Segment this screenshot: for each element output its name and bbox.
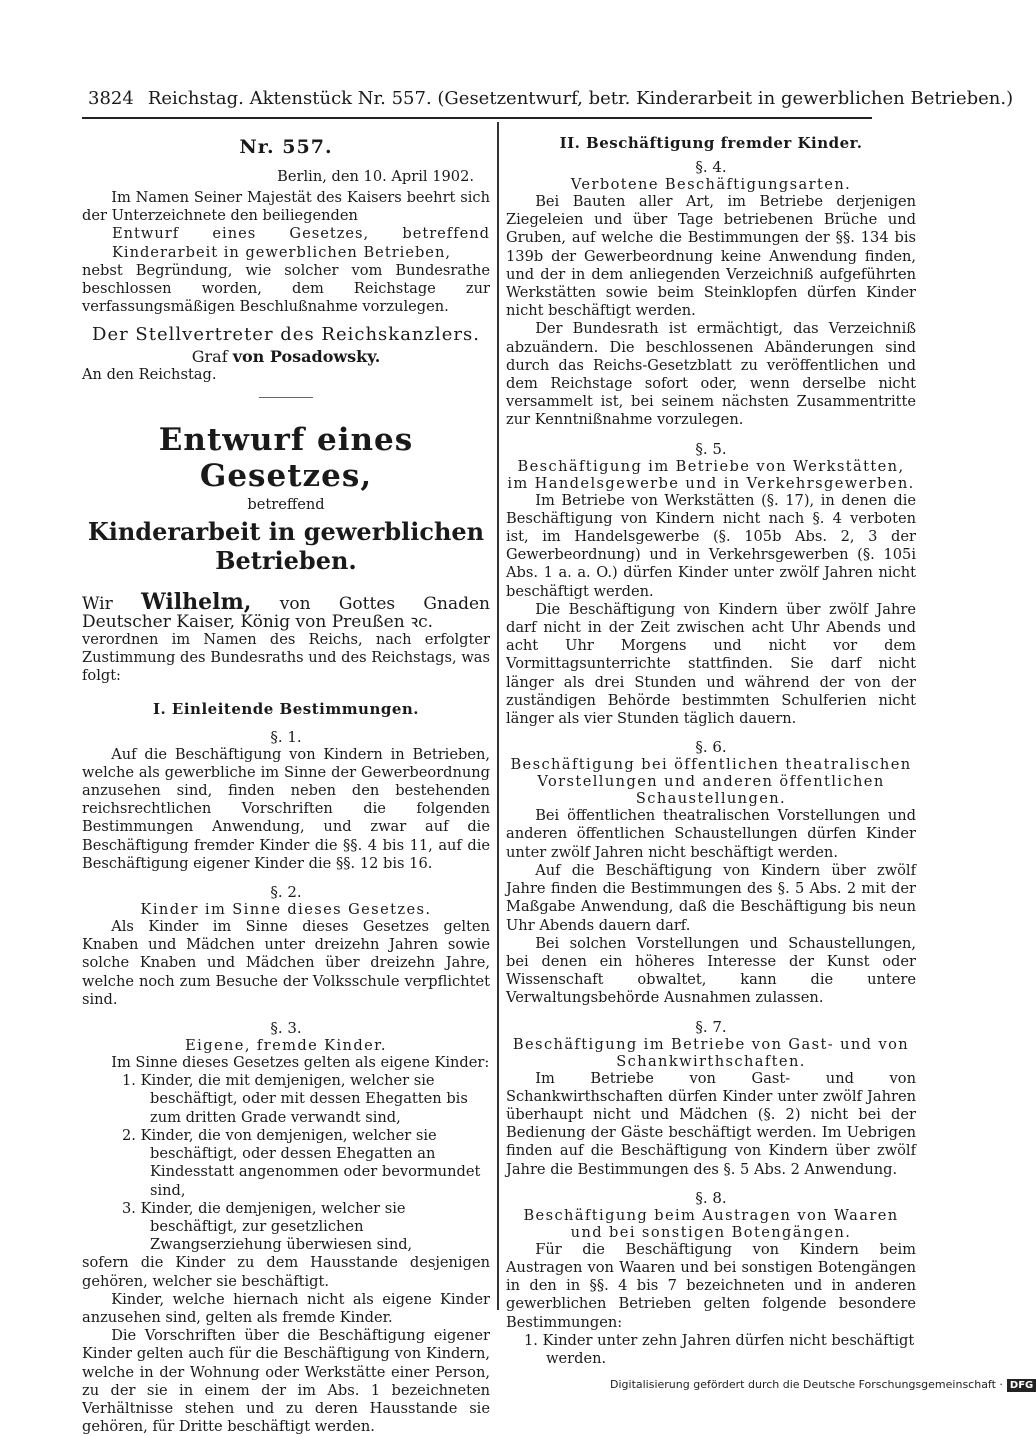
draft-title-betreffend: betreffend: [247, 495, 325, 513]
digitization-footer: [610, 1378, 1036, 1392]
paragraph-5-text: Im Betriebe von Werkstätten (§. 17), in denen die Beschäftigung von Kindern nicht nach §. 4 verboten ist, im Handelsgewerbe (§. 105b Abs. 2, 3 der Gewerbeordnung) und in Verkehrsgewerben (§. 105i Abs. 1 a. a. O.) dürfen Kinder unter zwölf Jahren nicht beschäftigt werden.: [506, 491, 916, 600]
page-number: 3824: [88, 88, 134, 109]
list-item: 3. Kinder, die demjenigen, welcher sie beschäftigt, zur gesetzlichen Zwangserziehung überwiesen sind,: [122, 1199, 413, 1254]
signatory-surname: von Posadowsky.: [232, 347, 381, 367]
draft-subject: Kinderarbeit in gewerblichen Betrieben.: [87, 516, 485, 575]
signatory-title: Der Stellvertreter des Reichskanzlers.: [92, 324, 480, 346]
running-title: Reichstag. Aktenstück Nr. 557. (Gesetzentwurf, betr. Kinderarbeit in gewerblichen Betrieben.): [147, 88, 1014, 109]
footer-text: Digitalisierung gefördert durch die Deutsche Forschungsgemeinschaft ·: [610, 1378, 1003, 1391]
header-rule: [82, 117, 872, 119]
dateline: Berlin, den 10. April 1902.: [277, 168, 474, 185]
paragraph-number-8: §. 8.: [695, 1188, 727, 1207]
paragraph-1-text: Auf die Beschäftigung von Kindern in Betrieben, welche als gewerbliche im Sinne der Gewerbeordnung anzusehen sind, finden neben den bestehenden reichsrechtlichen Vorschriften die folgenden Bestimmungen Anwendung, und zwar auf die Beschäftigung fremder Kinder die §§. 4 bis 11, auf die Beschäftigung eigener Kinder die §§. 12 bis 16.: [82, 745, 490, 872]
signatory-name: [82, 347, 490, 366]
paragraph-5-text-2: Die Beschäftigung von Kindern über zwölf Jahre darf nicht in der Zeit zwischen acht Uhr Abends und acht Uhr Morgens und nicht vor dem Vormittagsunterrichte stattfinden. Sie darf nicht länger als drei Stunden und während der von der zuständigen Behörde bestimmten Schulferien nicht länger als vier Stunden täglich dauern.: [506, 600, 916, 728]
paragraph-number-3: §. 3.: [270, 1019, 302, 1038]
paragraph-4-text: Bei Bauten aller Art, im Betriebe derjenigen Ziegeleien und über Tage betriebenen Brüche und Gruben, auf welche die Bestimmungen der §§. 134 bis 139b der Gewerbeordnung keine Anwendung finden, und der in dem anliegenden Verzeichniß aufgeführten Werkstätten sowie beim Steinklopfen dürfen Kinder nicht beschäftigt werden.: [506, 193, 916, 320]
paragraph-3-after: sofern die Kinder zu dem Hausstande desjenigen gehören, welcher sie beschäftigt.: [82, 1254, 490, 1290]
wir-prefix: Wir: [82, 593, 142, 614]
paragraph-4-text-2: Der Bundesrath ist ermächtigt, das Verzeichniß abzuändern. Die beschlossenen Abänderungen sind durch das Reichs-Gesetzblatt zu veröffentlichen und dem Reichstage sofort oder, wenn derselbe nicht versammelt ist, bei seinem nächsten Zusammentritte zur Kenntnißnahme vorzulegen.: [506, 320, 916, 429]
signatory-prefix: Graf: [191, 347, 233, 367]
right-column: [506, 128, 916, 1368]
list-item: 1. Kinder, die mit demjenigen, welcher sie beschäftigt, oder mit dessen Ehegatten bis zum dritten Grade verwandt sind,: [122, 1072, 468, 1126]
intro-paragraph-2: nebst Begründung, wie solcher vom Bundesrathe beschlossen worden, dem Reichstage zur verfassungsmäßigen Beschlußnahme vorzulegen.: [82, 261, 490, 316]
paragraph-3-text-3: Die Vorschriften über die Beschäftigung eigener Kinder gelten auch für die Beschäftigung von Kindern, welche in der Wohnung oder Werkstätte einer Person, zu der sie in einem der im Abs. 1 bezeichneten Verhältnisse stehen und zu deren Hausstande sie gehören, für Dritte beschäftigt werden.: [82, 1327, 490, 1436]
paragraph-number-7: §. 7.: [695, 1017, 727, 1036]
paragraph-4-heading: Verbotene Beschäftigungsarten.: [570, 176, 852, 193]
column-divider: [497, 122, 499, 1310]
paragraph-2-text: Als Kinder im Sinne dieses Gesetzes gelten Knaben und Mädchen unter dreizehn Jahren sowie solche Knaben und Mädchen über dreizehn Jahre, welche noch zum Besuche der Volksschule verpflichtet sind.: [82, 918, 490, 1008]
draft-title: Entwurf eines Gesetzes,: [158, 421, 414, 494]
list-item: 1. Kinder unter zehn Jahren dürfen nicht beschäftigt werden.: [524, 1331, 915, 1367]
intro-paragraph: Im Namen Seiner Majestät des Kaisers beehrt sich der Unterzeichnete den beiliegenden: [82, 189, 490, 225]
paragraph-6-text-2: Auf die Beschäftigung von Kindern über zwölf Jahre finden die Bestimmungen des §. 5 Abs. 2 mit der Maßgabe Anwendung, daß die Beschäftigung bis neun Uhr Abends dauern darf.: [506, 861, 916, 934]
paragraph-5-heading: Beschäftigung im Betriebe von Werkstätten, im Handelsgewerbe und in Verkehrsgewerben.: [507, 457, 915, 492]
paragraph-7-heading: Beschäftigung im Betriebe von Gast- und von Schankwirthschaften.: [512, 1035, 910, 1070]
paragraph-8-heading: Beschäftigung beim Austragen von Waaren und bei sonstigen Botengängen.: [523, 1206, 899, 1241]
enacting-formula: [82, 588, 490, 632]
paragraph-3-heading: Eigene, fremde Kinder.: [185, 1037, 387, 1055]
document-number: Nr. 557.: [239, 136, 333, 158]
paragraph-3-intro: Im Sinne dieses Gesetzes gelten als eigene Kinder:: [111, 1054, 490, 1072]
paragraph-number-6: §. 6.: [695, 738, 727, 757]
paragraph-number-1: §. 1.: [270, 727, 302, 746]
paragraph-7-text: Im Betriebe von Gast- und von Schankwirthschaften dürfen Kinder unter zwölf Jahren überhaupt nicht und Mädchen (§. 2) nicht bei der Bedienung der Gäste beschäftigt werden. Im Uebrigen finden auf die Beschäftigung von Kindern über zwölf Jahre die Bestimmungen des §. 5 Abs. 2 Anwendung.: [506, 1069, 916, 1178]
running-header: [88, 88, 1014, 114]
section-heading-1: I. Einleitende Bestimmungen.: [152, 699, 420, 718]
paragraph-number-4: §. 4.: [695, 158, 727, 176]
verordnen-paragraph: verordnen im Namen des Reichs, nach erfolgter Zustimmung des Bundesraths und des Reichstags, was folgt:: [82, 631, 490, 685]
list-item: 2. Kinder, die von demjenigen, welcher sie beschäftigt, oder dessen Ehegatten an Kindesstatt angenommen oder bevormundet sind,: [122, 1126, 481, 1199]
paragraph-2-heading: Kinder im Sinne dieses Gesetzes.: [140, 901, 432, 919]
paragraph-6-text: Bei öffentlichen theatralischen Vorstellungen und anderen öffentlichen Schaustellungen dürfen Kinder unter zwölf Jahren nicht beschäftigt werden.: [506, 807, 916, 861]
emperor-name: Wilhelm,: [141, 588, 252, 615]
paragraph-number-5: §. 5.: [695, 439, 727, 458]
dfg-logo: DFG: [1007, 1379, 1036, 1392]
paragraph-number-2: §. 2.: [270, 883, 302, 902]
intro-draft-title: Entwurf eines Gesetzes, betreffend Kinderarbeit in gewerblichen Betrieben,: [112, 225, 490, 261]
left-column: [82, 128, 490, 1436]
paragraph-3-text-2: Kinder, welche hiernach nicht als eigene Kinder anzusehen sind, gelten als fremde Kinder.: [82, 1290, 490, 1326]
paragraph-6-text-3: Bei solchen Vorstellungen und Schaustellungen, bei denen ein höheres Interesse der Kunst oder Wissenschaft obwaltet, kann die untere Verwaltungsbehörde Ausnahmen zulassen.: [506, 934, 916, 1007]
paragraph-6-heading: Beschäftigung bei öffentlichen theatralischen Vorstellungen und anderen öffentlichen Schaustellungen.: [510, 756, 912, 808]
paragraph-8-list: [506, 1332, 916, 1368]
separator-rule: [259, 397, 313, 398]
paragraph-3-list: [82, 1072, 490, 1254]
section-heading-2: II. Beschäftigung fremder Kinder.: [559, 134, 863, 152]
wir-rest: von Gottes Gnaden Deutscher Kaiser, König von Preußen ꝛc.: [82, 593, 490, 632]
paragraph-8-text: Für die Beschäftigung von Kindern beim Austragen von Waaren und bei sonstigen Botengängen in den in §§. 4 bis 7 bezeichneten und in anderen gewerblichen Betrieben gelten folgende besondere Bestimmungen:: [506, 1240, 916, 1331]
addressee: An den Reichstag.: [82, 366, 217, 384]
